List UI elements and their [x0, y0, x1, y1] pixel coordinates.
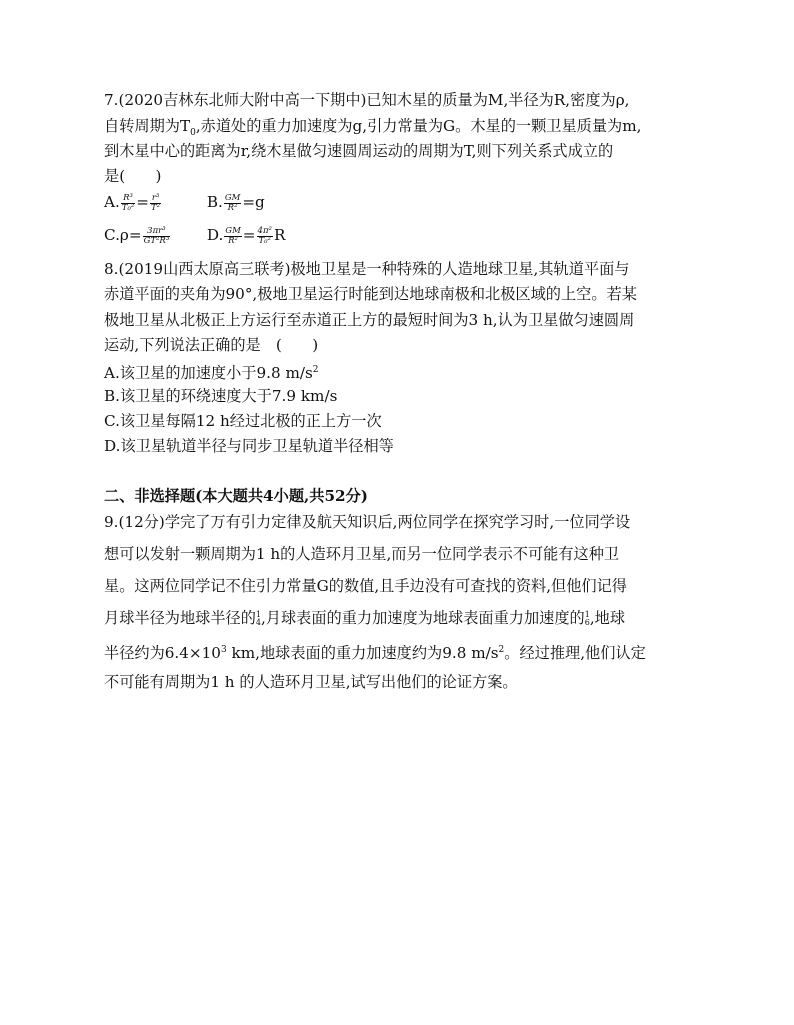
q7-option-d-rhs-fraction: $\frac{\text{4π²}}{\text{T₀²}}$ — [257, 225, 272, 246]
q7-option-a-lhs-fraction: $\frac{\text{R³}}{\text{T₀²}}$ — [121, 192, 135, 213]
q8-line-3: 极地卫星从北极正上方运行至赤道正上方的最短时间为3 h,认为卫星做匀速圆周 — [104, 311, 635, 329]
q7-option-a-label: A. — [104, 193, 120, 211]
q7-option-a-rhs-fraction: $\frac{\text{r³}}{\text{T²}}$ — [151, 192, 161, 213]
q9-fraction-sixth: 1 6 — [584, 610, 590, 627]
q8-line-1: 8.(2019山西太原高三联考)极地卫星是一种特殊的人造地球卫星,其轨道平面与 — [104, 260, 630, 278]
q9-fraction-quarter: 1 4 — [255, 610, 261, 627]
q7-option-c — [104, 225, 202, 246]
q9-line-6: 不可能有周期为1 h 的人造环月卫星,试写出他们的论证方案。 — [104, 673, 518, 691]
q8-line-4: 运动,下列说法正确的是 ( ) — [104, 336, 319, 354]
q7-options-row-1 — [104, 192, 265, 213]
q9-line-1: 9.(12分)学完了万有引力定律及航天知识后,两位同学在探究学习时,一位同学设 — [104, 513, 631, 531]
q8-option-a: A.该卫星的加速度小于9.8 $m/s^2$ — [104, 364, 319, 383]
q7-line-2-sub: 0 — [190, 128, 196, 139]
q9-line-5: 半径约为$6.4\times 10^3$ km,地球表面的重力加速度约为9.8 $m/s^2$。经过推理,他们认定 — [104, 644, 646, 663]
q9-line-4: 月球半径为地球半径的 1 4 ,月球表面的重力加速度为地球表面重力加速度的 1 6 ,地球 — [104, 609, 626, 627]
q8-line-2: 赤道平面的夹角为90°,极地卫星运行时能到达地球南极和北极区域的上空。若某 — [104, 285, 637, 303]
q8-option-d: D.该卫星轨道半径与同步卫星轨道半径相等 — [104, 437, 394, 455]
q7-option-c-fraction: $\frac{\text{3πr³}}{\text{GT²R³}}$ — [143, 225, 170, 246]
q7-line-1: 7.(2020吉林东北师大附中高一下期中)已知木星的质量为M,半径为R,密度为ρ, — [104, 91, 630, 109]
q7-options-row-2 — [104, 225, 285, 246]
q7-option-d-lhs-fraction: $\frac{GM}{\text{R²}}$ — [225, 225, 241, 246]
q9-line-2: 想可以发射一颗周期为1 h的人造环月卫星,而另一位同学表示不可能有这种卫 — [104, 545, 620, 563]
q7-line-2 — [104, 116, 641, 143]
q7-option-b: B. $\frac{GM}{\text{R²}}$ =g — [206, 192, 265, 213]
q9-line-3: 星。这两位同学记不住引力常量G的数值,且手边没有可查找的资料,但他们记得 — [104, 577, 627, 595]
q8-option-c: C.该卫星每隔12 h经过北极的正上方一次 — [104, 412, 382, 430]
q7-option-c-label: C.ρ= — [104, 226, 142, 244]
section-heading: 二、非选择题(本大题共4小题,共52分) — [104, 487, 368, 505]
q7-line-2-a: 自转周期为T — [104, 117, 191, 135]
q7-line-3: 到木星中心的距离为r,绕木星做匀速圆周运动的周期为T,则下列关系式成立的 — [104, 142, 614, 160]
q7-option-a: A. $\frac{\text{R³}}{\text{T₀²}}$ = $\frac{\text{r³}}{\text{T²}}$ — [104, 192, 161, 213]
q7-line-4: 是( ) — [104, 167, 162, 185]
q7-option-d-label: D. — [206, 226, 224, 244]
q7-option-d: D. $\frac{GM}{\text{R²}}$ = $\frac{\text{4π²}}{\text{T₀²}}$ R — [206, 225, 286, 246]
q8-option-b: B.该卫星的环绕速度大于7.9 km/s — [104, 387, 338, 405]
q7-line-2-b: ,赤道处的重力加速度为g,引力常量为G。木星的一颗卫星质量为m, — [195, 117, 642, 135]
q7-option-b-fraction: $\frac{GM}{\text{R²}}$ — [224, 192, 241, 213]
q7-option-b-label: B. — [206, 193, 223, 211]
